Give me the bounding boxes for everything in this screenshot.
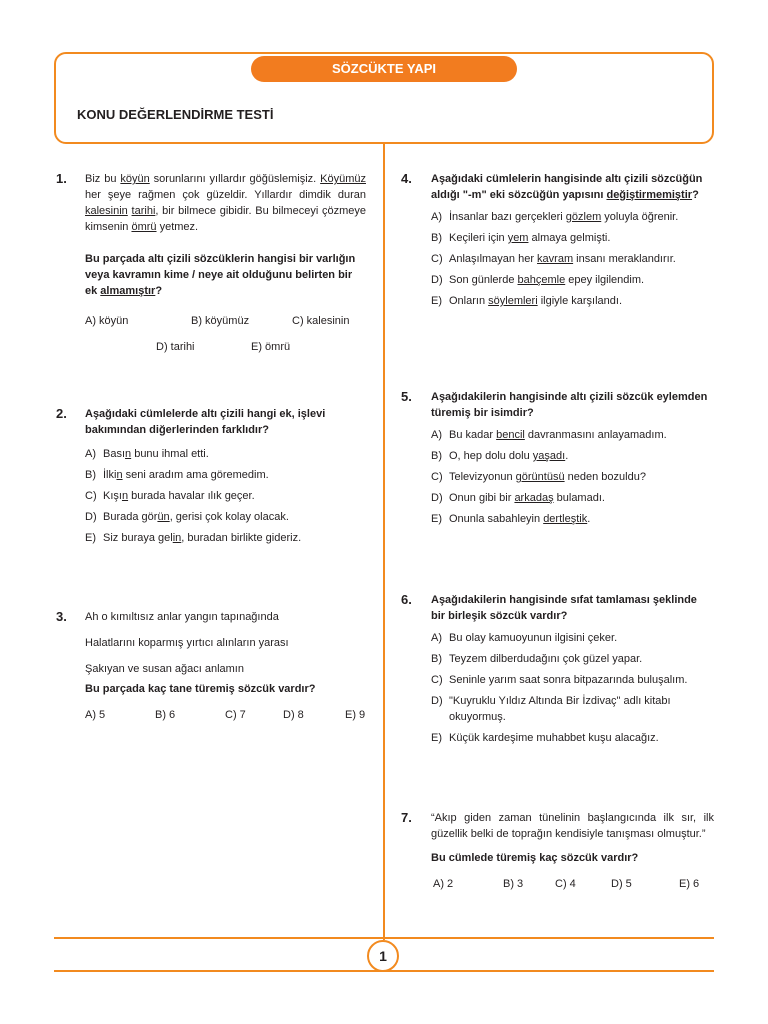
poem-line-3: Şakıyan ve susan ağacı anlamın bbox=[85, 663, 244, 675]
text-run: her şeye rağmen çok güzeldir. Yıllardır dimdik duran bbox=[85, 189, 366, 201]
underlined-word: bahçemle bbox=[517, 274, 566, 286]
question-prompt: Bu parçada kaç tane türemiş sözcük vardır? bbox=[85, 683, 316, 695]
text-run: Bu kadar bbox=[449, 429, 497, 441]
answer-options bbox=[85, 446, 368, 546]
option-letter: C) bbox=[431, 674, 443, 686]
answer-option-b[interactable]: B) köyümüz bbox=[191, 315, 250, 327]
text-run: ? bbox=[155, 285, 163, 297]
answer-option-b[interactable] bbox=[431, 230, 714, 246]
question-prompt bbox=[431, 592, 714, 624]
answer-option-e[interactable]: E) 6 bbox=[679, 878, 700, 890]
answer-options bbox=[431, 630, 714, 746]
answer-option-d[interactable]: D) 8 bbox=[283, 709, 304, 721]
text-run: seni aradım ama göremedim. bbox=[122, 469, 269, 481]
answer-option-c[interactable]: C) 4 bbox=[555, 878, 576, 890]
answer-option-e[interactable]: E) 9 bbox=[345, 709, 366, 721]
answer-options-row bbox=[85, 707, 368, 723]
text-run: burada havalar ılık geçer. bbox=[128, 490, 255, 502]
underlined-word: görüntüsü bbox=[515, 471, 565, 483]
answer-option-b[interactable] bbox=[85, 467, 368, 483]
poem-line-2: Halatlarını koparmış yırtıcı alınların yarası bbox=[85, 637, 289, 649]
option-letter: B) bbox=[85, 469, 96, 481]
option-letter: D) bbox=[85, 511, 97, 523]
text-run: ? bbox=[692, 189, 699, 201]
option-letter: C) bbox=[85, 490, 97, 502]
question-paragraph: “Akıp giden zaman tünelinin başlangıcında ilk sır, ilk güzellik belki de toprağın kendisiyle tanışması olmuştur.” bbox=[431, 812, 714, 840]
column-divider bbox=[383, 143, 385, 940]
text-run: Seninle yarım saat sonra bitpazarında buluşalım. bbox=[449, 674, 688, 686]
underlined-word: yaşadı bbox=[532, 450, 566, 462]
text-run: yoluyla öğrenir. bbox=[601, 211, 679, 223]
text-run: sorunlarını yıllardır göğüslemişiz. bbox=[149, 173, 321, 185]
answer-option-a[interactable] bbox=[431, 630, 714, 646]
underlined-word: kalesinin bbox=[85, 205, 128, 217]
question-number: 1. bbox=[56, 171, 67, 186]
page-title: SÖZCÜKTE YAPI bbox=[251, 56, 517, 82]
question-number: 4. bbox=[401, 171, 412, 186]
option-letter: B) bbox=[431, 450, 442, 462]
answer-option-e[interactable] bbox=[431, 293, 714, 309]
answer-option-c[interactable] bbox=[85, 488, 368, 504]
underlined-word: ün bbox=[157, 511, 170, 523]
question-number: 2. bbox=[56, 406, 67, 421]
text-run: Siz buraya gel bbox=[103, 532, 173, 544]
underlined-word: köyün bbox=[120, 173, 150, 185]
text-run: Televizyonun bbox=[449, 471, 516, 483]
question-number: 5. bbox=[401, 389, 412, 404]
option-letter: C) bbox=[431, 471, 443, 483]
answer-option-c[interactable] bbox=[431, 469, 714, 485]
text-run: Son günlerde bbox=[449, 274, 518, 286]
option-letter: A) bbox=[431, 429, 442, 441]
text-run: ilgiyle karşılandı. bbox=[537, 295, 623, 307]
underlined-word: n bbox=[116, 469, 123, 481]
text-run: O, hep dolu dolu bbox=[449, 450, 533, 462]
underlined-word: söylemleri bbox=[488, 295, 538, 307]
answer-option-d[interactable] bbox=[431, 272, 714, 288]
underlined-word: tarihi bbox=[131, 205, 156, 217]
text-run: Küçük kardeşime muhabbet kuşu alacağız. bbox=[449, 732, 659, 744]
answer-option-e[interactable] bbox=[85, 530, 368, 546]
text-run: neden bozuldu? bbox=[564, 471, 646, 483]
answer-option-c[interactable] bbox=[431, 672, 714, 688]
text-run: Onların bbox=[449, 295, 489, 307]
poem-line-1: Ah o kımıltısız anlar yangın tapınağında bbox=[85, 611, 279, 623]
text-run: Onun gibi bir bbox=[449, 492, 515, 504]
text-run: bulamadı. bbox=[553, 492, 605, 504]
answer-options bbox=[431, 209, 714, 309]
underlined-word: in bbox=[172, 532, 182, 544]
text-run: İnsanlar bazı gerçekleri bbox=[449, 211, 566, 223]
underlined-word: değiştirmemiştir bbox=[606, 189, 693, 201]
text-run: davranmasını anlayamadım. bbox=[524, 429, 667, 441]
answer-option-e[interactable] bbox=[431, 730, 714, 746]
option-letter: E) bbox=[431, 295, 442, 307]
text-run: almaya gelmişti. bbox=[528, 232, 611, 244]
underlined-word: almamıştır bbox=[100, 285, 156, 297]
text-run: yetmez. bbox=[156, 221, 199, 233]
text-run: "Kuyruklu Yıldız Altında Bir İzdivaç" adlı kitabı okuyormuş. bbox=[449, 695, 671, 723]
question-number: 3. bbox=[56, 609, 67, 624]
answer-option-b[interactable] bbox=[431, 448, 714, 464]
answer-option-d[interactable]: D) tarihi bbox=[156, 341, 195, 353]
text-run: Anlaşılmayan her bbox=[449, 253, 538, 265]
underlined-word: ömrü bbox=[131, 221, 157, 233]
question-prompt bbox=[85, 406, 368, 438]
text-run: Kışı bbox=[103, 490, 122, 502]
text-run: , bir bilmece gibidir. Bu bilmeceyi çözmeye kimsenin bbox=[85, 205, 367, 233]
answer-option-e[interactable]: E) ömrü bbox=[251, 341, 291, 353]
text-run: Burada gör bbox=[103, 511, 158, 523]
underlined-word: dertleştik bbox=[543, 513, 588, 525]
footer-rule-top bbox=[54, 937, 714, 939]
text-run: insanı meraklandırır. bbox=[573, 253, 676, 265]
text-run: bunu ihmal etti. bbox=[131, 448, 209, 460]
text-run: epey ilgilendim. bbox=[565, 274, 645, 286]
text-run: Bu olay kamuoyunun ilgisini çeker. bbox=[449, 632, 618, 644]
question-paragraph bbox=[85, 171, 366, 235]
text-run: Aşağıdakilerin hangisinde sıfat tamlaması şeklinde bir birleşik sözcük vardır? bbox=[431, 594, 697, 622]
text-run: Biz bu bbox=[85, 173, 121, 185]
underlined-word: kavram bbox=[537, 253, 574, 265]
option-letter: B) bbox=[431, 653, 442, 665]
underlined-word: bencil bbox=[496, 429, 525, 441]
answer-option-b[interactable] bbox=[431, 651, 714, 667]
underlined-word: yem bbox=[507, 232, 529, 244]
answer-option-a[interactable] bbox=[431, 209, 714, 225]
underlined-word: n bbox=[121, 490, 129, 502]
answer-option-a[interactable]: A) köyün bbox=[85, 315, 129, 327]
option-letter: D) bbox=[431, 695, 443, 707]
answer-option-d[interactable] bbox=[85, 509, 368, 525]
text-run: . bbox=[587, 513, 591, 525]
answer-options-row-1 bbox=[85, 313, 366, 329]
question-prompt bbox=[85, 251, 366, 299]
text-run: Onunla sabahleyin bbox=[449, 513, 544, 525]
text-run: Aşağıdakilerin hangisinde altı çizili sözcük eylemden türemiş bir isimdir? bbox=[431, 391, 708, 419]
text-run: . bbox=[565, 450, 569, 462]
option-letter: E) bbox=[85, 532, 96, 544]
answer-option-b[interactable]: B) 3 bbox=[503, 878, 524, 890]
answer-option-a[interactable]: A) 2 bbox=[433, 878, 454, 890]
text-run: Aşağıdaki cümlelerde altı çizili hangi ek, işlevi bakımından diğerlerinden farklıdır? bbox=[85, 408, 326, 436]
option-letter: B) bbox=[431, 232, 442, 244]
question-prompt: Bu cümlede türemiş kaç sözcük vardır? bbox=[431, 852, 639, 864]
answer-option-d[interactable] bbox=[431, 490, 714, 506]
answer-option-a[interactable]: A) 5 bbox=[85, 709, 106, 721]
underlined-word: arkadaş bbox=[514, 492, 554, 504]
page-number: 1 bbox=[367, 940, 399, 972]
text-run: Teyzem dilberdudağını çok güzel yapar. bbox=[449, 653, 643, 665]
text-run: , gerisi çok kolay olacak. bbox=[169, 511, 289, 523]
answer-option-a[interactable] bbox=[85, 446, 368, 462]
option-letter: D) bbox=[431, 492, 443, 504]
underlined-word: gözlem bbox=[565, 211, 602, 223]
answer-option-c[interactable]: C) kalesinin bbox=[292, 315, 350, 327]
text-run: Bası bbox=[103, 448, 126, 460]
text-run: Keçileri için bbox=[449, 232, 508, 244]
answer-option-d[interactable] bbox=[431, 693, 714, 725]
underlined-word: Köyümüz bbox=[320, 173, 366, 185]
option-letter: D) bbox=[431, 274, 443, 286]
option-letter: E) bbox=[431, 513, 442, 525]
test-subtitle: KONU DEĞERLENDİRME TESTİ bbox=[77, 107, 274, 122]
answer-option-c[interactable] bbox=[431, 251, 714, 267]
answer-options-row-2 bbox=[85, 339, 366, 355]
answer-option-c[interactable]: C) 7 bbox=[225, 709, 246, 721]
option-letter: A) bbox=[431, 211, 442, 223]
answer-option-b[interactable]: B) 6 bbox=[155, 709, 176, 721]
option-letter: E) bbox=[431, 732, 442, 744]
text-run: Aşağıdaki cümlelerin hangisinde altı çizili sözcüğün aldığı "-m" eki sözcüğün yapısını bbox=[431, 173, 703, 201]
answer-option-d[interactable]: D) 5 bbox=[611, 878, 632, 890]
answer-options bbox=[431, 427, 714, 527]
option-letter: A) bbox=[431, 632, 442, 644]
answer-option-a[interactable] bbox=[431, 427, 714, 443]
question-prompt bbox=[431, 171, 714, 203]
underlined-word: n bbox=[125, 448, 132, 460]
text-run: Bu parçada altı çizili sözcüklerin hangisi bir varlığın veya kavramın kime / neye ait olduğunu belirten bir ek bbox=[85, 253, 356, 297]
answer-options-row bbox=[431, 876, 714, 892]
answer-option-e[interactable] bbox=[431, 511, 714, 527]
option-letter: A) bbox=[85, 448, 96, 460]
question-prompt bbox=[431, 389, 714, 421]
text-run: , buradan birlikte gideriz. bbox=[181, 532, 302, 544]
text-run: İlki bbox=[103, 469, 117, 481]
option-letter: C) bbox=[431, 253, 443, 265]
question-number: 6. bbox=[401, 592, 412, 607]
question-number: 7. bbox=[401, 810, 412, 825]
